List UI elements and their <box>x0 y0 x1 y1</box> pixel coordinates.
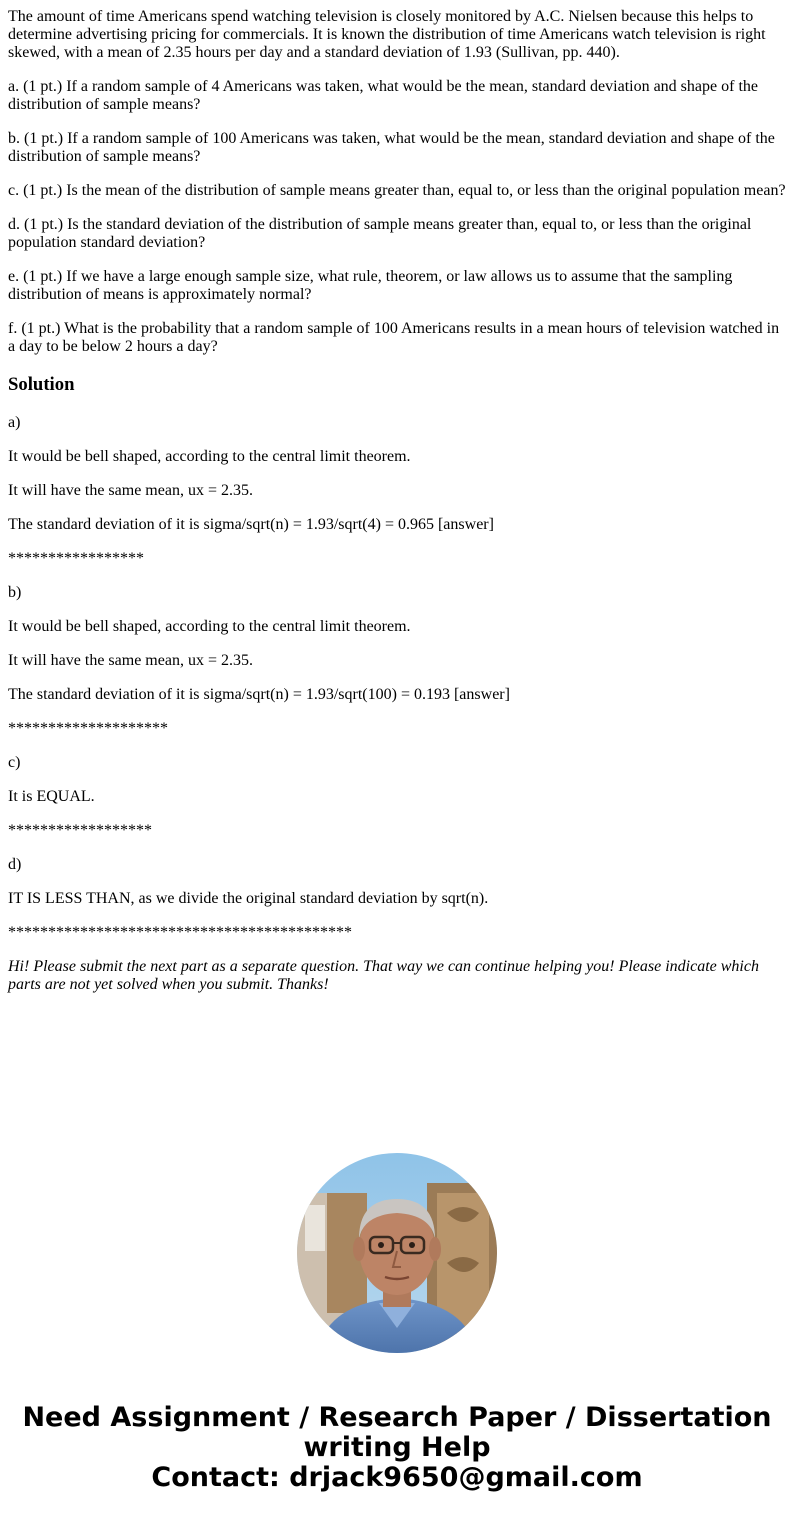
document-body <box>8 8 786 1010</box>
solution-b-mean: It will have the same mean, ux = 2.35. <box>8 652 253 669</box>
question-part-c: c. (1 pt.) Is the mean of the distribution of sample means greater than, equal to, or less than the original population mean? <box>8 182 786 199</box>
solution-note: Hi! Please submit the next part as a separate question. That way we can continue helping you! Please indicate which parts are not yet solved when you submit. Thanks! <box>8 958 759 993</box>
solution-b-sd: The standard deviation of it is sigma/sqrt(n) = 1.93/sqrt(100) = 0.193 [answer] <box>8 686 510 703</box>
solution-c-label: c) <box>8 754 21 771</box>
question-part-a: a. (1 pt.) If a random sample of 4 Americans was taken, what would be the mean, standard deviation and shape of the distribution of sample means? <box>8 78 758 113</box>
solution-a-separator: ***************** <box>8 550 144 567</box>
banner-contact-line: Contact: drjack9650@gmail.com <box>151 1462 643 1493</box>
banner-line-1: Need Assignment / Research Paper / Dissertation <box>22 1402 772 1433</box>
question-part-e: e. (1 pt.) If we have a large enough sample size, what rule, theorem, or law allows us to assume that the sampling distribution of means is approximately normal? <box>8 268 733 303</box>
question-part-d: d. (1 pt.) Is the standard deviation of the distribution of sample means greater than, equal to, or less than the original population standard deviation? <box>8 216 752 251</box>
contact-banner <box>0 1403 794 1493</box>
avatar-portrait-icon <box>297 1153 497 1353</box>
solution-c-answer: It is EQUAL. <box>8 788 95 805</box>
question-part-b: b. (1 pt.) If a random sample of 100 Americans was taken, what would be the mean, standard deviation and shape of the distribution of sample means? <box>8 130 775 165</box>
tutor-avatar-photo <box>297 1153 497 1353</box>
solution-a-mean: It will have the same mean, ux = 2.35. <box>8 482 253 499</box>
solution-b-separator: ******************** <box>8 720 168 737</box>
solution-b-label: b) <box>8 584 22 601</box>
solution-a-sd: The standard deviation of it is sigma/sqrt(n) = 1.93/sqrt(4) = 0.965 [answer] <box>8 516 494 533</box>
solution-a-shape: It would be bell shaped, according to the central limit theorem. <box>8 448 411 465</box>
solution-c-separator: ****************** <box>8 822 152 839</box>
question-part-f: f. (1 pt.) What is the probability that a random sample of 100 Americans results in a mean hours of television watched in a day to be below 2 hours a day? <box>8 320 780 355</box>
question-intro: The amount of time Americans spend watching television is closely monitored by A.C. Nielsen because this helps to determine advertising pricing for commercials. It is known the distribution of time Americans watch television is right skewed, with a mean of 2.35 hours per day and a standard deviation of 1.93 (Sullivan, pp. 440). <box>8 8 766 61</box>
solution-d-separator: ******************************************* <box>8 924 352 941</box>
solution-a-label: a) <box>8 414 21 431</box>
solution-d-label: d) <box>8 856 22 873</box>
solution-b-shape: It would be bell shaped, according to the central limit theorem. <box>8 618 411 635</box>
banner-line-2: writing Help <box>303 1432 491 1463</box>
solution-d-answer: IT IS LESS THAN, as we divide the original standard deviation by sqrt(n). <box>8 890 489 907</box>
solution-heading: Solution <box>8 374 75 395</box>
